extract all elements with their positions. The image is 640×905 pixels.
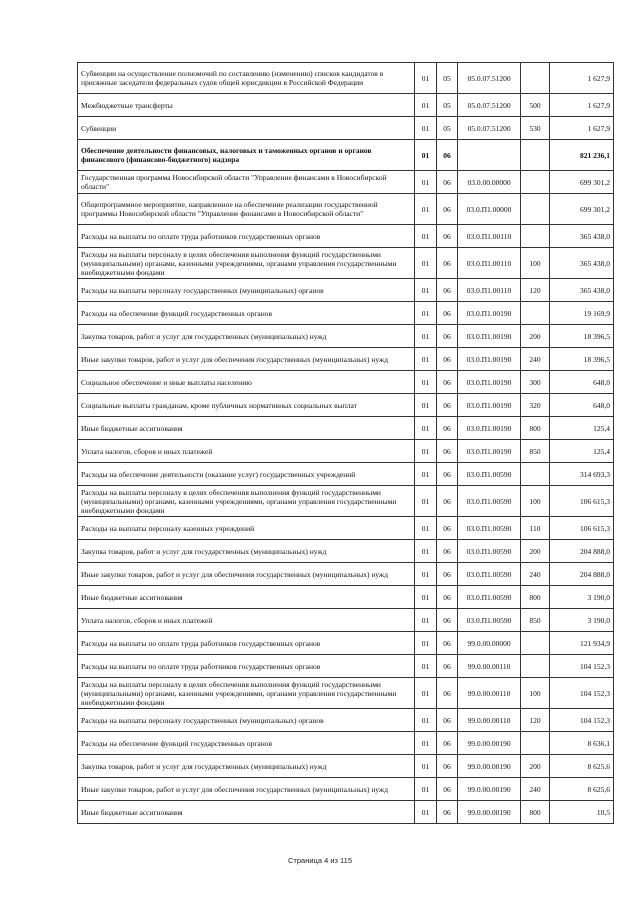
cell-subsection: 06 (437, 225, 458, 248)
cell-target-item: 99.0.00.00190 (458, 732, 521, 755)
cell-amount: 18 396,5 (550, 348, 614, 371)
table-row (78, 225, 614, 248)
cell-subsection: 06 (437, 279, 458, 302)
cell-amount: 699 301,2 (550, 171, 614, 194)
cell-target-item: 03.0.П1.00000 (458, 194, 521, 225)
cell-amount: 106 615,3 (550, 517, 614, 540)
cell-amount: 104 152,3 (550, 655, 614, 678)
cell-amount: 8 625,6 (550, 778, 614, 801)
cell-section: 01 (415, 632, 437, 655)
table-row (78, 540, 614, 563)
cell-target-item: 03.0.П1.00110 (458, 279, 521, 302)
cell-name: Расходы на обеспечение функций государственных органов (78, 302, 415, 325)
cell-target-item: 99.0.00.00110 (458, 655, 521, 678)
cell-expense-type: 200 (521, 755, 550, 778)
cell-target-item: 99.0.00.00190 (458, 778, 521, 801)
cell-expense-type: 200 (521, 540, 550, 563)
cell-name: Межбюджетные трансферты (78, 94, 415, 117)
cell-section: 01 (415, 655, 437, 678)
cell-section: 01 (415, 225, 437, 248)
cell-subsection: 06 (437, 348, 458, 371)
table-row (78, 371, 614, 394)
cell-amount: 1 627,9 (550, 94, 614, 117)
cell-subsection: 06 (437, 486, 458, 517)
cell-expense-type (521, 302, 550, 325)
cell-subsection: 06 (437, 709, 458, 732)
cell-subsection: 06 (437, 678, 458, 709)
cell-amount: 125,4 (550, 440, 614, 463)
cell-subsection: 06 (437, 563, 458, 586)
cell-section: 01 (415, 486, 437, 517)
cell-name: Государственная программа Новосибирской области "Управление финансами в Новосибирской области" (78, 171, 415, 194)
cell-amount: 3 190,0 (550, 609, 614, 632)
cell-name: Иные закупки товаров, работ и услуг для обеспечения государственных (муниципальных) нужд (78, 778, 415, 801)
cell-name: Иные бюджетные ассигнования (78, 417, 415, 440)
cell-expense-type: 850 (521, 609, 550, 632)
cell-subsection: 06 (437, 540, 458, 563)
cell-target-item: 99.0.00.00110 (458, 709, 521, 732)
cell-name: Расходы на выплаты персоналу в целях обеспечения выполнения функций государственными (муниципальными) органами, казенными учреждениями, органами управления государственными внебюджетными фондами (78, 486, 415, 517)
cell-amount: 204 888,0 (550, 540, 614, 563)
cell-amount: 821 236,1 (550, 140, 614, 171)
cell-expense-type (521, 732, 550, 755)
cell-expense-type (521, 632, 550, 655)
cell-expense-type: 100 (521, 486, 550, 517)
cell-amount: 125,4 (550, 417, 614, 440)
cell-target-item (458, 140, 521, 171)
table-row (78, 279, 614, 302)
cell-section: 01 (415, 194, 437, 225)
table-row (78, 325, 614, 348)
cell-name: Расходы на выплаты по оплате труда работников государственных органов (78, 225, 415, 248)
cell-amount: 106 615,3 (550, 486, 614, 517)
table-row (78, 755, 614, 778)
cell-section: 01 (415, 778, 437, 801)
cell-name: Расходы на выплаты персоналу в целях обеспечения выполнения функций государственными (муниципальными) органами, казенными учреждениями, органами управления государственными внебюджетными фондами (78, 248, 415, 279)
cell-name: Закупка товаров, работ и услуг для государственных (муниципальных) нужд (78, 755, 415, 778)
page-number: Страница 4 из 115 (288, 856, 352, 865)
table-row (78, 394, 614, 417)
cell-expense-type: 240 (521, 778, 550, 801)
cell-target-item: 03.0.П1.00190 (458, 325, 521, 348)
cell-expense-type: 800 (521, 417, 550, 440)
cell-name: Субвенции на осуществление полномочий по составлению (изменению) списков кандидатов в присяжные заседатели федеральных судов общей юрисдикции в Российской Федерации (78, 63, 415, 94)
cell-subsection: 06 (437, 248, 458, 279)
cell-target-item: 03.0.П1.00590 (458, 463, 521, 486)
cell-expense-type (521, 140, 550, 171)
cell-section: 01 (415, 302, 437, 325)
cell-subsection: 06 (437, 655, 458, 678)
cell-target-item: 05.0.07.51200 (458, 63, 521, 94)
cell-amount: 648,0 (550, 394, 614, 417)
cell-section: 01 (415, 463, 437, 486)
cell-section: 01 (415, 563, 437, 586)
cell-subsection: 06 (437, 609, 458, 632)
cell-name: Социальное обеспечение и иные выплаты населению (78, 371, 415, 394)
cell-section: 01 (415, 348, 437, 371)
cell-target-item: 99.0.00.00190 (458, 755, 521, 778)
cell-target-item: 05.0.07.51200 (458, 94, 521, 117)
cell-expense-type: 800 (521, 801, 550, 824)
cell-name: Расходы на обеспечение функций государственных органов (78, 732, 415, 755)
cell-amount: 19 169,9 (550, 302, 614, 325)
cell-target-item: 03.0.П1.00590 (458, 486, 521, 517)
cell-name: Уплата налогов, сборов и иных платежей (78, 440, 415, 463)
cell-subsection: 05 (437, 117, 458, 140)
cell-section: 01 (415, 678, 437, 709)
cell-expense-type: 200 (521, 325, 550, 348)
cell-name: Иные закупки товаров, работ и услуг для обеспечения государственных (муниципальных) нужд (78, 348, 415, 371)
cell-target-item: 03.0.П1.00590 (458, 609, 521, 632)
cell-name: Субвенции (78, 117, 415, 140)
cell-name: Иные закупки товаров, работ и услуг для обеспечения государственных (муниципальных) нужд (78, 563, 415, 586)
table-row (78, 563, 614, 586)
cell-subsection: 05 (437, 94, 458, 117)
cell-section: 01 (415, 94, 437, 117)
cell-subsection: 06 (437, 302, 458, 325)
cell-amount: 8 625,6 (550, 755, 614, 778)
cell-amount: 104 152,3 (550, 709, 614, 732)
cell-name: Социальные выплаты гражданам, кроме публичных нормативных социальных выплат (78, 394, 415, 417)
cell-expense-type: 500 (521, 94, 550, 117)
cell-target-item: 03.0.П1.00590 (458, 517, 521, 540)
cell-name: Расходы на выплаты персоналу казенных учреждений (78, 517, 415, 540)
table-row (78, 517, 614, 540)
cell-target-item: 03.0.П1.00110 (458, 248, 521, 279)
cell-amount: 314 693,3 (550, 463, 614, 486)
cell-expense-type: 120 (521, 279, 550, 302)
table-row (78, 348, 614, 371)
table-row (78, 678, 614, 709)
cell-target-item: 03.0.П1.00590 (458, 540, 521, 563)
table-row (78, 117, 614, 140)
table-row (78, 194, 614, 225)
cell-name: Иные бюджетные ассигнования (78, 586, 415, 609)
cell-amount: 365 438,0 (550, 225, 614, 248)
cell-expense-type: 850 (521, 440, 550, 463)
cell-name: Расходы на выплаты персоналу государственных (муниципальных) органов (78, 279, 415, 302)
cell-section: 01 (415, 440, 437, 463)
cell-section: 01 (415, 279, 437, 302)
cell-name: Расходы на выплаты персоналу в целях обеспечения выполнения функций государственными (муниципальными) органами, казенными учреждениями, органами управления государственными внебюджетными фондами (78, 678, 415, 709)
cell-section: 01 (415, 140, 437, 171)
cell-name: Расходы на обеспечение деятельности (оказание услуг) государственных учреждений (78, 463, 415, 486)
table-row (78, 632, 614, 655)
cell-expense-type: 110 (521, 517, 550, 540)
table-row (78, 486, 614, 517)
cell-amount: 18 396,5 (550, 325, 614, 348)
cell-amount: 699 301,2 (550, 194, 614, 225)
cell-section: 01 (415, 394, 437, 417)
cell-amount: 8 636,1 (550, 732, 614, 755)
cell-target-item: 05.0.07.51200 (458, 117, 521, 140)
cell-target-item: 99.0.00.00000 (458, 632, 521, 655)
cell-name: Уплата налогов, сборов и иных платежей (78, 609, 415, 632)
table-row (78, 248, 614, 279)
table-row (78, 63, 614, 94)
cell-target-item: 03.0.П1.00190 (458, 371, 521, 394)
cell-amount: 10,5 (550, 801, 614, 824)
cell-target-item: 03.0.П1.00190 (458, 302, 521, 325)
cell-name: Иные бюджетные ассигнования (78, 801, 415, 824)
cell-expense-type: 100 (521, 678, 550, 709)
cell-expense-type: 240 (521, 348, 550, 371)
cell-subsection: 06 (437, 440, 458, 463)
cell-amount: 365 438,0 (550, 248, 614, 279)
cell-amount: 648,0 (550, 371, 614, 394)
cell-target-item: 03.0.П1.00190 (458, 394, 521, 417)
cell-name: Общепрограммное мероприятие, направленное на обеспечение реализации государственной программы Новосибирской области "Управление финансами в Новосибирской области" (78, 194, 415, 225)
cell-section: 01 (415, 171, 437, 194)
budget-table-body (78, 63, 614, 824)
cell-section: 01 (415, 63, 437, 94)
cell-name: Закупка товаров, работ и услуг для государственных (муниципальных) нужд (78, 540, 415, 563)
cell-target-item: 03.0.П1.00190 (458, 440, 521, 463)
table-row (78, 732, 614, 755)
cell-target-item: 03.0.П1.00190 (458, 417, 521, 440)
cell-section: 01 (415, 417, 437, 440)
cell-subsection: 06 (437, 371, 458, 394)
cell-subsection: 06 (437, 140, 458, 171)
table-row (78, 440, 614, 463)
cell-expense-type: 320 (521, 394, 550, 417)
cell-target-item: 03.0.П1.00110 (458, 225, 521, 248)
cell-target-item: 03.0.00.00000 (458, 171, 521, 194)
cell-subsection: 06 (437, 801, 458, 824)
cell-amount: 204 888,0 (550, 563, 614, 586)
cell-subsection: 06 (437, 417, 458, 440)
cell-expense-type: 120 (521, 709, 550, 732)
cell-expense-type: 100 (521, 248, 550, 279)
cell-section: 01 (415, 755, 437, 778)
cell-section: 01 (415, 248, 437, 279)
table-row (78, 609, 614, 632)
cell-subsection: 06 (437, 394, 458, 417)
cell-amount: 1 627,9 (550, 63, 614, 94)
cell-name: Закупка товаров, работ и услуг для государственных (муниципальных) нужд (78, 325, 415, 348)
cell-subsection: 06 (437, 732, 458, 755)
cell-expense-type: 800 (521, 586, 550, 609)
cell-expense-type (521, 655, 550, 678)
cell-target-item: 99.0.00.00190 (458, 801, 521, 824)
cell-subsection: 06 (437, 517, 458, 540)
cell-subsection: 06 (437, 325, 458, 348)
cell-target-item: 03.0.П1.00590 (458, 586, 521, 609)
table-row (78, 94, 614, 117)
cell-section: 01 (415, 732, 437, 755)
cell-name: Обеспечение деятельности финансовых, налоговых и таможенных органов и органов финансового (финансово-бюджетного) надзора (78, 140, 415, 171)
cell-section: 01 (415, 609, 437, 632)
cell-section: 01 (415, 709, 437, 732)
table-row (78, 140, 614, 171)
budget-table (77, 62, 614, 824)
table-row (78, 417, 614, 440)
cell-subsection: 05 (437, 63, 458, 94)
table-row (78, 302, 614, 325)
cell-subsection: 06 (437, 171, 458, 194)
cell-section: 01 (415, 801, 437, 824)
cell-name: Расходы на выплаты по оплате труда работников государственных органов (78, 632, 415, 655)
cell-expense-type (521, 171, 550, 194)
cell-section: 01 (415, 325, 437, 348)
cell-section: 01 (415, 517, 437, 540)
cell-subsection: 06 (437, 586, 458, 609)
table-row (78, 655, 614, 678)
cell-target-item: 03.0.П1.00190 (458, 348, 521, 371)
cell-target-item: 99.0.00.00110 (458, 678, 521, 709)
table-row (78, 463, 614, 486)
cell-expense-type (521, 194, 550, 225)
cell-subsection: 06 (437, 463, 458, 486)
cell-expense-type: 240 (521, 563, 550, 586)
cell-section: 01 (415, 586, 437, 609)
cell-amount: 365 438,0 (550, 279, 614, 302)
cell-name: Расходы на выплаты по оплате труда работников государственных органов (78, 655, 415, 678)
cell-subsection: 06 (437, 755, 458, 778)
cell-section: 01 (415, 371, 437, 394)
table-row (78, 778, 614, 801)
cell-name: Расходы на выплаты персоналу государственных (муниципальных) органов (78, 709, 415, 732)
cell-subsection: 06 (437, 632, 458, 655)
table-row (78, 171, 614, 194)
cell-subsection: 06 (437, 194, 458, 225)
cell-expense-type (521, 63, 550, 94)
cell-expense-type: 300 (521, 371, 550, 394)
cell-section: 01 (415, 540, 437, 563)
cell-expense-type (521, 463, 550, 486)
table-row (78, 709, 614, 732)
cell-expense-type: 530 (521, 117, 550, 140)
table-row (78, 586, 614, 609)
cell-subsection: 06 (437, 778, 458, 801)
cell-amount: 3 190,0 (550, 586, 614, 609)
cell-amount: 104 152,3 (550, 678, 614, 709)
cell-amount: 1 627,9 (550, 117, 614, 140)
cell-target-item: 03.0.П1.00590 (458, 563, 521, 586)
table-row (78, 801, 614, 824)
cell-expense-type (521, 225, 550, 248)
cell-section: 01 (415, 117, 437, 140)
cell-amount: 121 934,9 (550, 632, 614, 655)
